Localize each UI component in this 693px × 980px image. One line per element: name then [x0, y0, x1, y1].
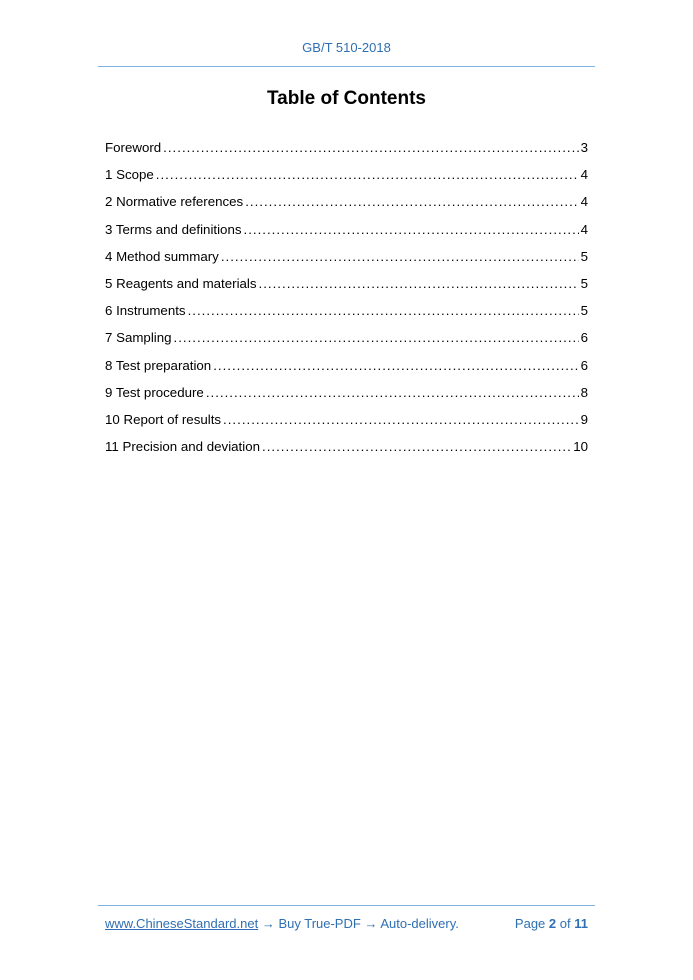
header-divider — [98, 66, 595, 67]
buy-pdf-text: Buy True-PDF — [278, 916, 361, 931]
toc-entry-label: 8 Test preparation — [105, 357, 212, 373]
footer-divider — [98, 905, 595, 906]
toc-entry-label: 4 Method summary — [105, 248, 219, 264]
auto-delivery-text: Auto-delivery. — [380, 916, 459, 931]
toc-entry-page: 4 — [580, 221, 588, 237]
toc-entry-label: Foreword — [105, 140, 162, 155]
toc-entry-label: 1 Scope — [105, 167, 154, 183]
toc-entry-page: 5 — [580, 275, 588, 291]
toc-entry-label: 11 Precision and deviation — [105, 439, 260, 455]
toc-entry[interactable] — [105, 276, 588, 303]
toc-entry-label: 10 Report of results — [105, 411, 222, 427]
toc-entry[interactable] — [105, 222, 588, 249]
toc-dot-leader — [174, 330, 579, 345]
toc-entry[interactable] — [105, 194, 588, 221]
toc-entry-page: 9 — [580, 411, 588, 427]
toc-entry[interactable] — [105, 140, 588, 167]
toc-dot-leader — [188, 303, 579, 318]
toc-entry-page: 10 — [573, 439, 588, 455]
toc-dot-leader — [262, 439, 571, 454]
arrow-right-icon: → — [364, 916, 378, 931]
toc-entry[interactable] — [105, 330, 588, 357]
toc-entry-page: 4 — [580, 167, 588, 183]
toc-entry[interactable] — [105, 358, 588, 385]
page-counter — [515, 916, 588, 931]
toc-entry-label: 6 Instruments — [105, 303, 186, 319]
toc-entry-label: 7 Sampling — [105, 330, 172, 346]
toc-dot-leader — [206, 385, 579, 400]
toc-entry[interactable] — [105, 303, 588, 330]
toc-dot-leader — [156, 167, 579, 182]
toc-entry-page: 5 — [580, 248, 588, 264]
page-word: Page — [514, 916, 546, 931]
footer-promo — [105, 916, 459, 931]
total-pages-number: 11 — [574, 916, 588, 931]
site-link[interactable]: www.ChineseStandard.net — [105, 916, 259, 931]
toc-entry-page: 3 — [580, 140, 588, 155]
table-of-contents — [105, 140, 588, 466]
toc-entry-label: 9 Test procedure — [105, 384, 204, 400]
toc-entry-label: 2 Normative references — [105, 194, 244, 210]
toc-entry-page: 4 — [580, 194, 588, 210]
header-standard-code: GB/T 510-2018 — [302, 40, 391, 55]
toc-entry-label: 3 Terms and definitions — [105, 221, 242, 237]
arrow-right-icon: → — [261, 916, 275, 931]
toc-dot-leader — [259, 276, 579, 291]
toc-dot-leader — [213, 358, 578, 373]
toc-entry[interactable] — [105, 385, 588, 412]
toc-title: Table of Contents — [266, 88, 427, 109]
toc-entry[interactable] — [105, 167, 588, 194]
toc-dot-leader — [221, 249, 579, 264]
toc-dot-leader — [245, 194, 578, 209]
toc-entry-label: 5 Reagents and materials — [105, 275, 257, 291]
toc-entry[interactable] — [105, 249, 588, 276]
toc-entry[interactable] — [105, 412, 588, 439]
toc-entry-page: 5 — [580, 303, 588, 319]
of-word: of — [559, 916, 571, 931]
toc-entry-page: 8 — [580, 384, 588, 400]
toc-entry-page: 6 — [580, 330, 588, 346]
toc-dot-leader — [244, 222, 579, 237]
toc-entry-page: 6 — [580, 357, 588, 373]
toc-dot-leader — [163, 140, 578, 155]
current-page-number: 2 — [548, 916, 557, 931]
toc-entry[interactable] — [105, 439, 588, 466]
toc-dot-leader — [223, 412, 579, 427]
